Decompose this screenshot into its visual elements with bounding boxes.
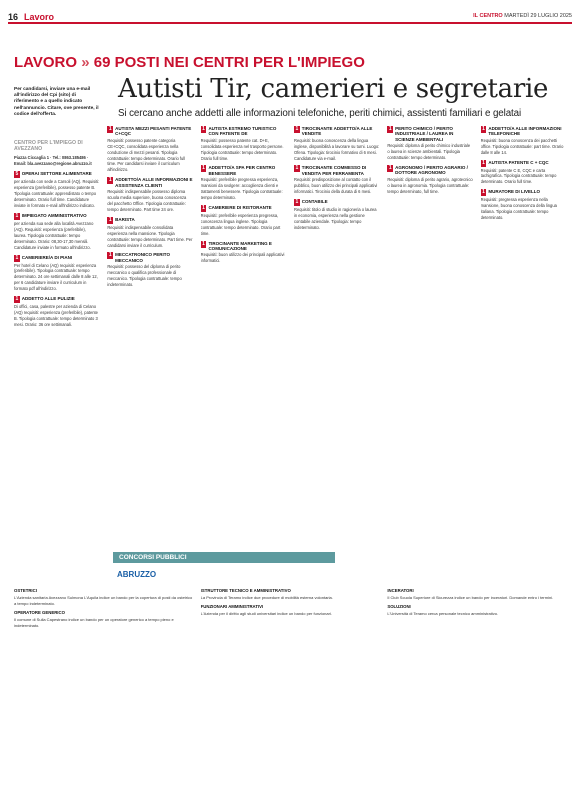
job-listing [481,160,566,186]
job-count-badge: 1 [108,126,112,132]
kicker-part1: LAVORO [14,54,78,71]
job-title: ADDETTO/A SPA PER CENTRO BENESSERE [208,165,276,176]
concorso-description: L'Azienda per il diritto agli studi universitari indice un bando per funzionari. [200,611,332,617]
job-listing [107,252,192,287]
job-count-badge: 1 [388,126,392,132]
job-count-badge: 1 [15,254,19,261]
concorso-title: FUNZIONARI AMMINISTRATIVI [200,604,264,610]
job-count-badge: 1 [108,216,112,223]
job-count-badge: 1 [482,189,485,196]
job-count-badge: 1 [482,126,485,132]
job-description: Requisiti: patente C E, CQC e carta tachigrafica. Tipologia contrattuale: tempo determinato. Orario full time. [480,167,557,185]
job-title: BARISTA [115,216,135,222]
job-count-badge: 1 [202,126,205,132]
job-description: Per hotel di Celano (AQ) requisiti: esperienza (preferibile). Tipologia contrattuale: tempo determinato. 24 ore settimanali dalle 8 alle 12, per 6 candidature inviare il curriculum in formato pdf all'indirizzo. [14,262,98,292]
agency-address: Piazza Ciccaglia 1 · Tel.: 0863.185486 · Email: bla.avezzano@regione.abruzzo.it [14,155,92,167]
job-count-badge: 1 [202,240,205,247]
job-listing [14,296,99,328]
job-listing [201,205,286,237]
job-listing [481,189,566,221]
job-listing [201,126,286,161]
job-count-badge: 1 [295,165,299,172]
job-title: PERITO CHIMICO / PERITO INDUSTRIALE / LAUREA IN SCIENZE AMBIENTALI [395,126,454,142]
job-title: OPERAI SETTORE ALIMENTARE [21,171,92,177]
concorso-title: ISTRUTTORE TECNICO E AMMINISTRATIVO [200,588,291,593]
job-description: per azienda con sede a Carsoli (AQ). Requisiti: esperienza (preferibile), possesso patente B. Tipologia contrattuale: apprendistato o tempo determinato. Orario full time. Candidature inviate in formato e-mail all'indirizzo indicato. [14,179,100,208]
job-title: ADDETTO/A ALLE INFORMAZIONI TELEFONICHE [488,126,562,137]
headline: Autisti Tir, camerieri e segretarie [118,74,549,104]
kicker-sep: » [81,54,90,71]
concorso-description: Il Club Scuola Superiore di Sicurezza indice un bando per inceratori. Domande entro i termini. [387,595,554,601]
job-listing [14,213,99,251]
job-title: TIROCINANTE ADDETTO/A ALLE VENDITE [301,126,373,137]
job-listing [294,126,379,161]
job-count-badge: 1 [202,204,205,211]
masthead-date: MARTEDÌ 29 LUGLIO 2025 [504,13,572,19]
job-description: Requisiti: buon utilizzo dei principali applicativi informatici. [200,252,285,264]
job-description: Requisiti: predisposizione al contatto con il pubblico, buon utilizzo dei principali applicativi informatici. Tirocinio della durata di 6 mesi. [293,177,378,195]
job-listing [201,165,286,200]
section-label: Lavoro [24,12,55,22]
job-title: AGRONOMO / PERITO AGRARIO / DOTTORE AGRONOMO [395,164,468,176]
job-title: AUTISTA PATENTE C + CQC [488,159,549,165]
job-listing [481,126,566,156]
concorso-title: INCERATORI [387,588,414,593]
job-listing [387,126,472,161]
job-listing [14,171,99,209]
job-title: IMPIEGATO AMMINISTRATIVO [21,212,87,218]
intro-text: Per candidarsi, inviare una e-mail all'indirizzo del Cpi (sito) di riferimento e a quello indicato nell'annuncio. Citare, ove presente, il codice dell'offerta. [14,87,99,117]
page-number: 16 [8,12,19,22]
job-listing [201,241,286,265]
job-title: TIROCINANTE MARKETING E COMUNICAZIONE [208,240,272,252]
region-label: ABRUZZO [117,570,157,579]
job-description: Di offici, casa, palestre per azienda di Celano (AQ) requisiti: esperienza (preferibile), patente B. Tipologia contrattuale: tempo determinato 3 mesi. Orario: 36 ore settimanali. [14,304,98,327]
job-title: CONTABILE [301,199,328,205]
job-count-badge: 1 [108,252,112,259]
job-title: TIROCINANTE COMMESSO DI VENDITA PER FERRAMENTA [301,165,367,176]
job-description: Requisiti: indispensabile consolidata esperienza nella mansione. Tipologia contrattuale: tempo determinato. Part time. Per candidarsi inviare il curriculum. [107,224,193,248]
concorso-title: OPERATORE GENERICO [14,609,65,615]
job-title: CAMERIERE DI RISTORANTE [208,204,272,210]
job-count-badge: 1 [388,164,392,171]
deck: Si cercano anche addetti alle informazioni telefoniche, periti chimici, assistenti familiari e gelatai [118,108,522,119]
concorso-description: L'Azienda sanitaria Avezzano Sulmona L'Aquila indice un bando per la copertura di posti da ostetrico a tempo indeterminato. [14,595,193,607]
kicker-part2: 69 POSTI NEI CENTRI PER L'IMPIEGO [93,54,365,71]
job-count-badge: 1 [15,296,19,303]
job-column [107,122,192,532]
job-description: per azienda sua sede alla località Avezzano (AQ). Requisiti: esperienza (preferibile), laurea. Tipologia contrattuale: tempo determinato. Orario: 08,30-17,30 mensili. Candidature inviate in formato all'indirizzo. [14,220,94,250]
job-title: ADDETTO ALLE PULIZIE [21,296,75,302]
job-listing [107,217,192,249]
job-description: Requisiti: buona conoscenza dei pacchetti office. Tipologia contrattuale: part time. Orario dalle 8 alle 14. [480,137,564,155]
concorsi-column [201,585,380,790]
job-title: MECCATRONICO PERITO MECCANICO [115,252,170,263]
job-title: AUTISTA ESTREMO TURISTICO CON PATENTE DE [208,126,277,137]
concorso-description: Il comune di Sulla Capestrano indice un bando per un operatore generico a tempo pieno e indeterminato. [14,617,174,628]
job-count-badge: 1 [295,126,299,132]
job-listing [107,126,192,173]
job-count-badge: 5 [15,171,19,178]
job-listing [107,177,192,212]
job-description: Requisiti: preferibile pregressa esperienza, mansioni da svolgere: accoglienza clienti e trattamenti benessere. Tipologia contrattuale: tempo determinato. [200,177,283,201]
job-listing [387,165,472,195]
job-column [481,122,566,532]
job-listing [294,199,379,231]
job-column [294,122,379,532]
job-column [14,122,99,532]
concorsi-banner: CONCORSI PUBBLICI [113,552,335,563]
job-description: Requisiti: titolo di studio in ragioneria o laurea in economia, esperienza nella gestione contabile aziendale. Tipologia: tempo indeterminato. [293,207,377,230]
concorso-description: L'Università di Teramo cerca personale tecnico amministrativo. [387,611,499,617]
concorso-description: La Provincia di Teramo indice due procedure di mobilità esterna volontaria. [200,595,333,601]
job-description: Requisiti: indispensabile possesso diploma scuola media superiore, buona conoscenza del pacchetto Office. Tipologia contrattuale: tempo determinato. Part time 24 ore. [107,189,187,212]
agency-name: CENTRO PER L'IMPIEGO DI AVEZZANO [14,140,83,153]
job-description: Requisiti: possesso del diploma di perito meccanico o qualifica professionale di meccanico. Tipologia contrattuale: tempo indeterminato. [107,264,182,288]
concorsi-column [387,585,566,790]
job-title: AUTISTA MEZZI PESANTI PATENTE C+CQC [115,126,192,137]
job-column [387,122,472,532]
concorsi-listings [14,585,566,790]
job-title: ADDETTO/A ALLE INFORMAZIONI E ASSISTENZA CLIENTI [115,177,193,188]
page-header [8,12,572,24]
job-description: Requisiti: diploma di perito agrario, agrotecnico o laurea in agronomia. Tipologia contrattuale: tempo determinato, full time. [387,176,473,194]
concorsi-column [14,585,193,790]
job-description: Requisiti: possesso patente cat. D+E, consolidata esperienza nel trasporto persone. Tipologia contrattuale: tempo determinato. Orario full time. [200,137,284,161]
job-description: Requisiti: pregressa esperienza nella mansione, buona conoscenza della lingua italiana. Tipologia contrattuale: tempo determinato. [480,197,557,221]
job-count-badge: 1 [108,177,112,184]
concorso-title: OSTETRICI [14,588,37,593]
job-title: MURATORE DI LIVELLO [488,189,541,195]
job-description: Requisiti: diploma di perito chimico industriale o laurea in scienze ambientali. Tipologia contrattuale: tempo determinato. [387,143,471,161]
job-listing [294,165,379,195]
job-description: Requisiti: possesso patente categoria CE+CQC, consolidata esperienza nella conduzione di mezzi pesanti. Tipologia contrattuale: tempo determinato. Orario full time. Per candidarsi inviare il curriculum all'indirizzo. [107,137,186,173]
job-count-badge: 1 [202,165,205,172]
job-description: Requisiti: preferibile esperienza pregressa, conoscenza lingua inglese. Tipologia contrattuale: tempo determinato. Orario part time. [200,212,281,236]
job-count-badge: 1 [295,199,299,206]
job-count-badge: 1 [482,159,485,166]
kicker [14,54,365,71]
job-listings [14,122,566,532]
job-count-badge: 1 [15,212,19,219]
concorso-title: SOLUZIONI [387,604,411,610]
masthead [473,13,572,19]
job-description: Requisiti: buona conoscenza della lingua inglese, disponibilità a lavorare su turni. Luogo: Ofena. Tipologia: tirocinio formativo di 6 mesi. Candidature via e-mail. [293,137,380,161]
job-title: CAMERIERE/A DI PIANI [21,254,73,260]
job-column [201,122,286,532]
job-listing [14,255,99,293]
masthead-name: IL CENTRO [473,13,503,19]
